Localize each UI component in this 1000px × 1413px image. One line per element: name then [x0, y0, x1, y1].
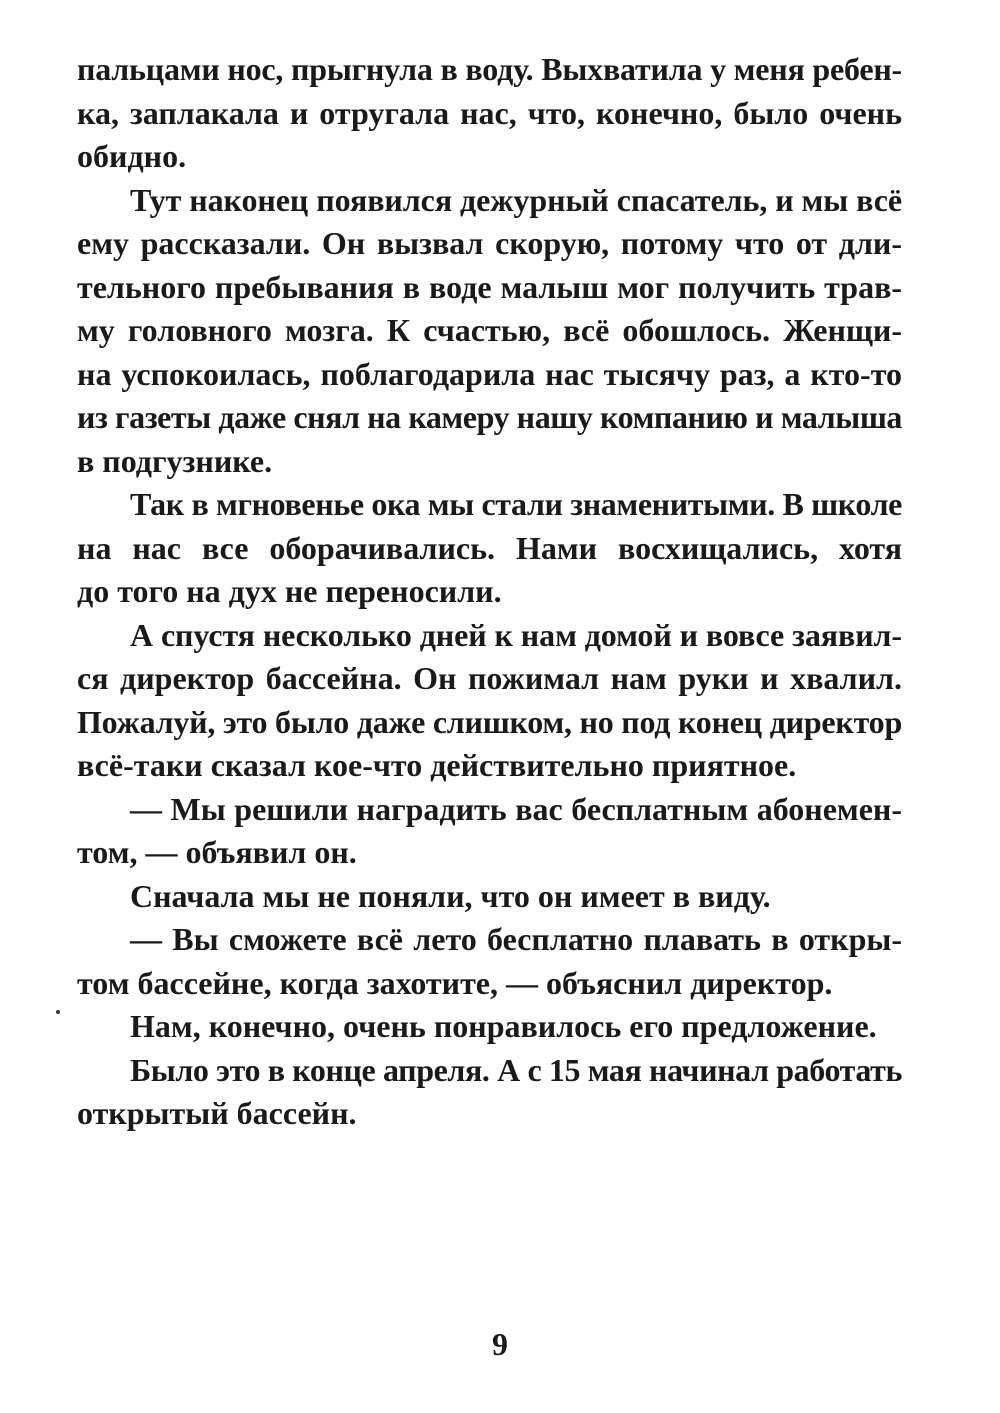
text-line: пальцами нос, прыгнула в воду. Выхватила у меня ребен- — [77, 51, 903, 87]
text-line: до того на дух не переносили. — [77, 573, 502, 609]
text-line: в подгузнике. — [77, 442, 273, 479]
print-speck — [56, 1010, 60, 1014]
dialogue-line: том бассейне, когда захотите, — объяснил директор. — [77, 964, 833, 1001]
text-line: всё-таки сказал кое-что действительно приятное. — [77, 747, 797, 783]
text-line: открытый бассейн. — [77, 1095, 357, 1131]
text-line: на успокоилась, поблагодарила нас тысячу раз, а кто-то — [77, 355, 902, 392]
dialogue-line: — Мы решили наградить вас бесплатным абонемен- — [130, 790, 902, 827]
text-line: Тут наконец появился дежурный спасатель, и мы всё — [130, 181, 903, 218]
body-text — [77, 48, 902, 1136]
text-line: Было это в конце апреля. А с 15 мая начинал работать — [130, 1051, 903, 1088]
text-line: Пожалуй, это было даже слишком, но под конец директор — [77, 703, 903, 740]
text-line: обидно. — [77, 138, 187, 174]
page-number: 9 — [492, 1326, 508, 1362]
text-line: Нам, конечно, очень понравилось его предложение. — [130, 1008, 877, 1044]
text-line: му головного мозга. К счастью, всё обошлось. Женщи- — [77, 312, 902, 348]
text-line: на нас все оборачивались. Нами восхищались, хотя — [77, 529, 902, 566]
text-line: Сначала мы не поняли, что он имеет в виду. — [130, 877, 771, 914]
dialogue-line: том, — объявил он. — [77, 834, 357, 870]
dialogue-line: — Вы сможете всё лето бесплатно плавать в откры- — [130, 921, 902, 957]
text-line: тельного пребывания в воде малыш мог получить трав- — [77, 268, 902, 305]
text-line: Так в мгновенье ока мы стали знаменитыми. В школе — [130, 486, 902, 522]
text-line: ка, заплакала и отругала нас, что, конечно, было очень — [77, 94, 902, 131]
text-line: из газеты даже снял на камеру нашу компанию и малыша — [77, 399, 903, 435]
text-line: ему рассказали. Он вызвал скорую, потому что от дли- — [77, 225, 902, 261]
text-line: А спустя несколько дней к нам домой и вовсе заявил- — [130, 616, 903, 653]
text-line: ся директор бассейна. Он пожимал нам руки и хвалил. — [77, 660, 902, 696]
